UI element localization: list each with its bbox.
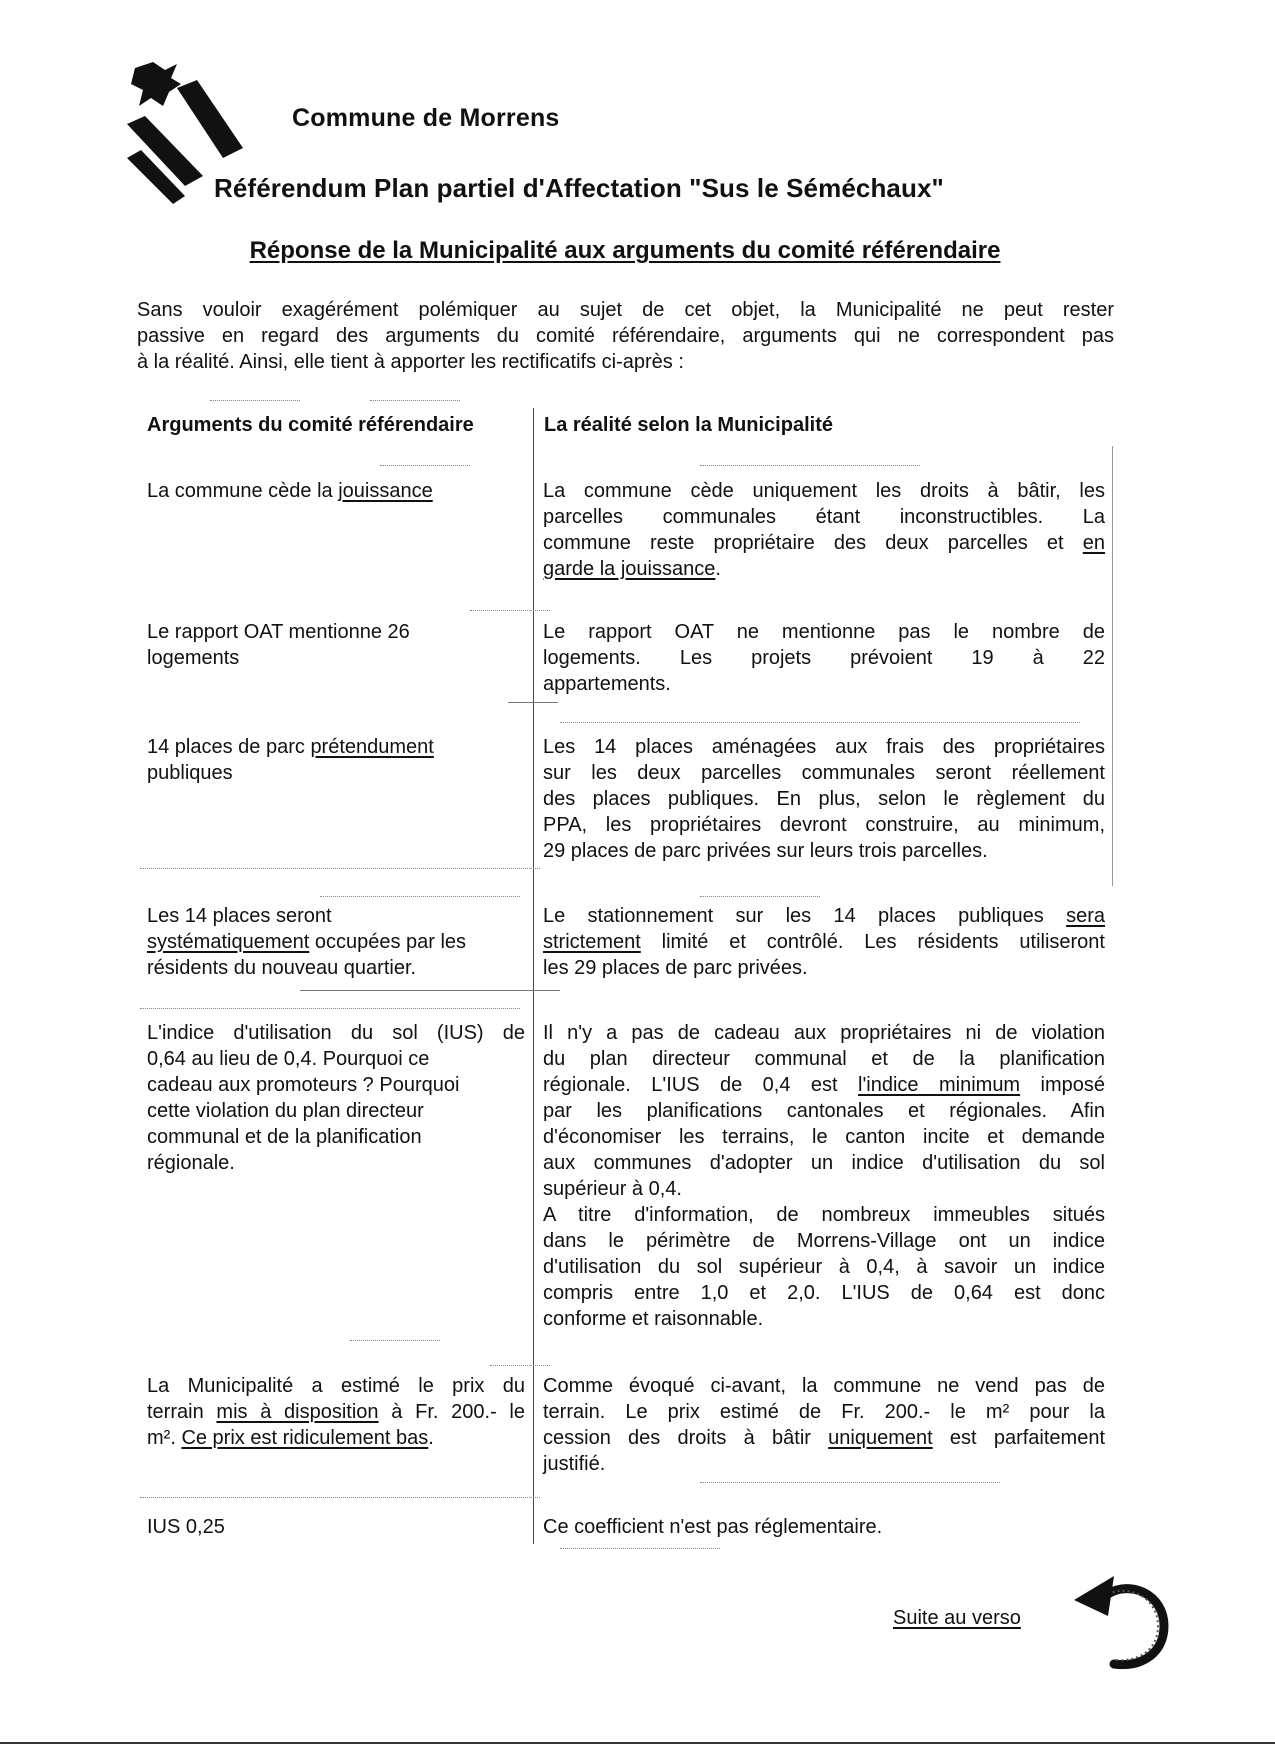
underlined-text: systématiquement: [147, 931, 310, 953]
table-row-1-right: La commune cède uniquement les droits à bâtir, les parcelles communales étant inconstructibles. La commune reste propriétaire des deux parcelles et en garde la jouissance.: [543, 480, 1105, 580]
dotted-rule: [140, 868, 540, 869]
turn-page-arrow-icon: [1068, 1570, 1172, 1674]
dotted-rule: [370, 400, 460, 401]
dotted-rule: [380, 465, 470, 466]
table-row-1-left: La commune cède la jouissance: [147, 480, 433, 502]
underlined-text: uniquement: [828, 1427, 933, 1449]
column-header-left: Arguments du comité référendaire: [147, 414, 474, 436]
page-bottom-rule: [0, 1742, 1275, 1744]
dotted-rule: [350, 1340, 440, 1341]
table-row-6-left: La Municipalité a estimé le prix du terrain mis à disposition à Fr. 200.- le m². Ce prix est ridiculement bas.: [147, 1375, 526, 1449]
table-row-5-right: Il n'y a pas de cadeau aux propriétaires ni de violation du plan directeur communal et de la planification régionale. L'IUS de 0,4 est l'indice minimum imposé par les planifications cantonales et régionales. Afin d'économiser les terrains, le canton incite et demande aux communes d'adopter un indice d'utilisation du sol supérieur à 0,4. A titre d'information, de nombreux immeubles situés dans le périmètre de Morrens-Village ont un indice d'utilisation du sol supérieur à 0,4, à savoir un indice compris entre 1,0 et 2,0. L'IUS de 0,64 est donc conforme et raisonnable.: [543, 1022, 1106, 1330]
dotted-rule: [490, 1365, 550, 1366]
table-row-6-right: Comme évoqué ci-avant, la commune ne vend pas de terrain. Le prix estimé de Fr. 200.- le m² pour la cession des droits à bâtir uniquement est parfaitement justifié.: [543, 1375, 1106, 1475]
underlined-text: sera: [1066, 905, 1105, 927]
right-border: [1112, 446, 1113, 886]
dotted-rule: [470, 610, 550, 611]
underlined-text: mis à disposition: [216, 1401, 379, 1423]
underlined-text: prétendument: [310, 736, 434, 758]
continued-on-back-text: Suite au verso: [893, 1607, 1021, 1629]
table-row-2-right: Le rapport OAT ne mentionne pas le nombre de logements. Les projets prévoient 19 à 22 appartements.: [543, 621, 1105, 695]
dotted-rule: [560, 722, 1080, 723]
table-row-5-left: L'indice d'utilisation du sol (IUS) de 0,64 au lieu de 0,4. Pourquoi ce cadeau aux promoteurs ? Pourquoi cette violation du plan directeur communal et de la planification régionale.: [147, 1022, 525, 1174]
intro-line: à la réalité. Ainsi, elle tient à apporter les rectificatifs ci-après :: [137, 351, 684, 373]
column-header-right: La réalité selon la Municipalité: [544, 414, 833, 436]
table-row-2-left: Le rapport OAT mentionne 26 logements: [147, 621, 410, 669]
underlined-text: strictement: [543, 931, 641, 953]
column-divider: [533, 408, 534, 1544]
dotted-rule: [140, 1008, 520, 1009]
underlined-text: jouissance: [338, 480, 433, 502]
dotted-rule: [700, 896, 820, 897]
table-row-3-left: 14 places de parc prétendument publiques: [147, 736, 434, 784]
table-row-3-right: Les 14 places aménagées aux frais des propriétaires sur les deux parcelles communales seront réellement des places publiques. En plus, selon le règlement du PPA, les propriétaires devront construire, au minimum, 29 places de parc privées sur leurs trois parcelles.: [543, 736, 1105, 862]
table-row-4-left: Les 14 places seront systématiquement occupées par les résidents du nouveau quartier.: [147, 905, 467, 979]
dotted-rule: [700, 1482, 1000, 1483]
underlined-text: garde la jouissance: [543, 558, 716, 580]
table-row-4-right: Le stationnement sur les 14 places publiques sera strictement limité et contrôlé. Les résidents utiliseront les 29 places de parc privées.: [543, 905, 1105, 979]
table-row-7-right: Ce coefficient n'est pas réglementaire.: [543, 1516, 883, 1538]
table-row-7-left: IUS 0,25: [147, 1516, 225, 1538]
document-subtitle: Réponse de la Municipalité aux arguments du comité référendaire: [249, 237, 1001, 264]
row-separator: [300, 990, 560, 991]
intro-line: Sans vouloir exagérément polémiquer au sujet de cet objet, la Municipalité ne peut rester: [137, 299, 1114, 321]
row-separator: [508, 702, 558, 703]
underlined-text: Ce prix est ridiculement bas: [181, 1427, 429, 1449]
dotted-rule: [700, 465, 920, 466]
intro-line: passive en regard des arguments du comité référendaire, arguments qui ne correspondent pas: [137, 325, 1114, 347]
commune-name: Commune de Morrens: [292, 104, 560, 132]
dotted-rule: [560, 1548, 720, 1549]
intro-paragraph: [137, 297, 1114, 375]
underlined-text: en: [1082, 532, 1105, 554]
document-title: Référendum Plan partiel d'Affectation "Sus le Séméchaux": [214, 173, 944, 203]
dotted-rule: [320, 896, 520, 897]
underlined-text: l'indice minimum: [858, 1074, 1021, 1096]
dotted-rule: [140, 1497, 540, 1498]
dotted-rule: [210, 400, 300, 401]
